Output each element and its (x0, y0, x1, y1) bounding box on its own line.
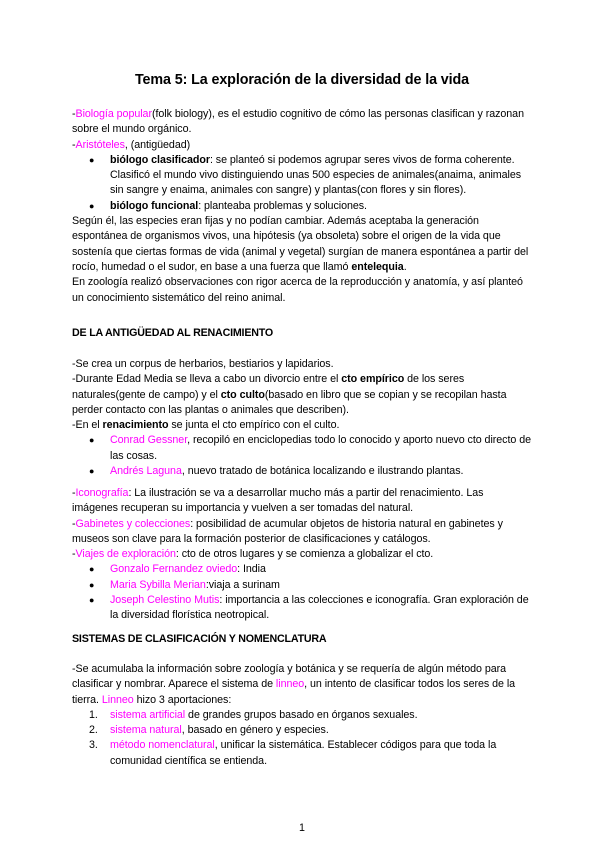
paragraph-biologia-popular (72, 107, 532, 138)
list-item-text: : importancia a las colecciones e iconografía. Gran exploración de la diversidad florística neotropical. (110, 594, 529, 622)
term-metodo-nomenclatural: método nomenclatural (110, 739, 215, 752)
term-gabinetes: Gabinetes y colecciones (75, 517, 191, 530)
exploracion-section (72, 486, 532, 624)
bold-term: biólogo funcional (110, 199, 199, 212)
paragraph-text: -Se acumulaba la información sobre zoología y botánica y se requería de algún método para clasificar y nombrar. Aparece el sistema de (72, 663, 507, 691)
page-number: 1 (299, 822, 305, 834)
paragraph-especies-fijas (72, 214, 532, 275)
paragraph-text: de los seres naturales(gente de campo) y el (72, 373, 465, 401)
term-sistema-artificial: sistema artificial (110, 708, 186, 721)
bullet-icon: ● (89, 466, 95, 477)
dash: - (72, 548, 76, 561)
paragraph-text: : posibilidad de acumular objetos de historia natural en gabinetes y museos son clave para la formación posterior de clasificaciones y catálogos. (72, 517, 503, 545)
term-sistema-natural: sistema natural (110, 724, 182, 737)
term-aristoteles: Aristóteles (75, 138, 125, 151)
bold-term: biólogo clasificador (110, 153, 210, 166)
term-maria-sybilla-merian: Maria Sybilla Merian (110, 578, 206, 591)
term-cto-empirico: cto empírico (341, 373, 405, 386)
bullet-icon: ● (89, 200, 95, 211)
paragraph-gabinetes (72, 517, 532, 548)
paragraph-renacimiento (72, 418, 532, 433)
term-andres-laguna: Andrés Laguna (110, 465, 182, 478)
paragraph-text: -Durante Edad Media se lleva a cabo un divorcio entre el (72, 373, 342, 386)
aportaciones-numbered-list (72, 708, 532, 769)
list-item (72, 578, 532, 593)
bullet-icon: ● (89, 595, 95, 606)
bullet-icon: ● (89, 154, 95, 165)
list-number: 2. (89, 724, 98, 737)
dash: - (72, 517, 76, 530)
list-item-text: : India (237, 563, 266, 576)
bullet-icon: ● (89, 579, 95, 590)
term-joseph-celestino-mutis: Joseph Celestino Mutis (110, 594, 220, 607)
paragraph-text: -En el (72, 419, 103, 432)
paragraph-edad-media (72, 372, 532, 418)
renacimiento-bullet-list (72, 433, 532, 479)
dash: - (72, 138, 76, 151)
section-heading-antiguedad: DE LA ANTIGÜEDAD AL RENACIMIENTO (72, 327, 274, 339)
list-item-text: , nuevo tratado de botánica localizando e ilustrando plantas. (181, 465, 464, 478)
list-item (72, 153, 532, 199)
paragraph-text: , un intento de clasificar todos los seres de la tierra. (72, 678, 516, 706)
list-number: 3. (89, 739, 98, 752)
term-viajes: Viajes de exploración (75, 548, 176, 561)
list-item-text: , basado en género y especies. (181, 724, 329, 737)
paragraph-text: Según él, las especies eran fijas y no podían cambiar. Además aceptaba la generación espontánea de organismos vivos, una hipótesis (ya obsoleta) sobre el origen de la vida que sostenía que ciertas formas de vida (animal y vegetal) surgían de manera espontánea a partir del rocío, humedad o el sudor, en base a una fuerza que llamó (72, 215, 529, 273)
section-heading-sistemas: SISTEMAS DE CLASIFICACIÓN Y NOMENCLATURA (72, 633, 327, 645)
dash: - (72, 487, 76, 499)
list-number: 1. (89, 708, 98, 721)
paragraph-corpus: -Se crea un corpus de herbarios, bestiarios y lapidarios. (72, 358, 334, 370)
paragraph-viajes (72, 547, 532, 562)
paragraph-text: , (antigüedad) (124, 138, 191, 151)
term-linneo-2: Linneo (101, 693, 134, 706)
sistemas-section (72, 662, 532, 769)
paragraph-iconografia (72, 486, 532, 517)
term-linneo: linneo (275, 678, 305, 691)
term-gonzalo-fernandez: Gonzalo Fernandez oviedo (110, 563, 238, 576)
paragraph-aristoteles (72, 138, 532, 153)
list-item-text: de grandes grupos basado en órganos sexuales. (185, 708, 418, 721)
paragraph-text: (basado en libro que se copian y se recopilan hasta perder contacto con las plantas o animales que describen). (72, 388, 507, 416)
list-item (72, 562, 532, 577)
paragraph-text: se junta el cto empírico con el culto. (168, 419, 340, 432)
list-item (72, 464, 532, 479)
list-item-text: :viaja a surinam (205, 578, 280, 591)
paragraph-text: : La ilustración se va a desarrollar mucho más a partir del renacimiento. Las imágenes recuperan su importancia y vuelven a ser tomadas del natural. (72, 487, 484, 515)
paragraph-text: . (403, 260, 407, 273)
list-item (72, 199, 532, 214)
list-item (72, 433, 532, 464)
term-biologia-popular: Biología popular (75, 108, 152, 120)
explorers-bullet-list (72, 562, 532, 623)
intro-section (72, 107, 532, 306)
term-cto-culto: cto culto (220, 388, 265, 401)
paragraph-text: hizo 3 aportaciones: (133, 693, 232, 706)
list-item (72, 738, 532, 769)
list-item-text: : planteaba problemas y soluciones. (198, 199, 367, 212)
aristoteles-bullet-list (72, 153, 532, 214)
paragraph-text: (folk biology), es el estudio cognitivo de cómo las personas clasifican y razonan sobre el mundo orgánico. (72, 108, 524, 136)
paragraph-text: : cto de otros lugares y se comienza a globalizar el cto. (175, 548, 434, 561)
antiguedad-section (72, 357, 532, 479)
term-conrad-gessner: Conrad Gessner (110, 434, 188, 447)
dash: - (72, 108, 76, 120)
term-renacimiento: renacimiento (102, 419, 169, 432)
bullet-icon: ● (89, 435, 95, 446)
list-item (72, 708, 532, 723)
paragraph-linneo (72, 662, 532, 708)
list-item-text: , unificar la sistemática. Establecer códigos para que toda la comunidad científica se entienda. (110, 739, 497, 767)
list-item-text: : se planteó si podemos agrupar seres vivos de forma coherente. Clasificó el mundo vivo distinguiendo unas 500 especies de animales(anaima, animales sin sangre y enaima, animales con sangre) y plantas(con flores y sin flores). (110, 153, 522, 197)
list-item (72, 593, 532, 624)
page-title: Tema 5: La exploración de la diversidad de la vida (134, 72, 469, 88)
paragraph-zoologia: En zoología realizó observaciones con rigor acerca de la reproducción y anatomía, y así planteó un conocimiento sistemático del reino animal. (72, 276, 523, 304)
bullet-icon: ● (89, 564, 95, 575)
list-item (72, 723, 532, 738)
term-entelequia: entelequia (351, 260, 404, 273)
term-iconografia: Iconografía (75, 487, 129, 499)
list-item-text: , recopiló en enciclopedias todo lo conocido y aporto nuevo cto directo de las cosas. (110, 434, 531, 462)
